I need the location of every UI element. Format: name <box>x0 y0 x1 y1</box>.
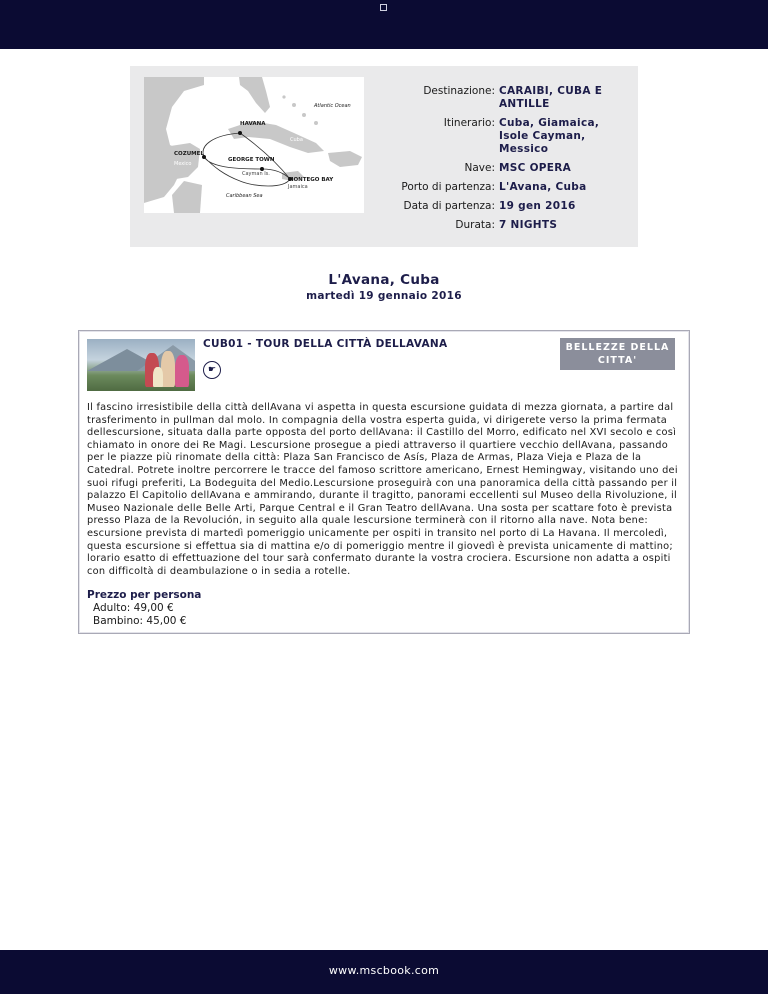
excursion-description: Il fascino irresistibile della città dellAvana vi aspetta in questa escursione guidata di mezza giornata, a partire dal trasferimento in pullman dal molo. In compagnia della vostra esperta guida, vi dirigerete verso la prima fermata dellescursione, situata dalla parte opposta del porto dellAvana: il Castillo del Morro, edificato nel XVI secolo e così chiamato in onore dei Re Magi. Lescursione prosegue a piedi attraverso il quartiere vecchio dellAvana, passando per le piazze più rinomate della città: Plaza San Francisco de Asís, Plaza de Armas, Plaza Vieja e Plaza de la Catedral. Potrete inoltre percorrere le tracce del famoso scrittore americano, Ernest Hemingway, visitando uno dei suoi rifugi preferiti, La Bodeguita del Medio.Lescursione proseguirà con una panoramica della città passando per il palazzo El Capitolio dellAvana e ammirando, durante il tragitto, panorami eccellenti sul Museo della Rivoluzione, il Museo Nazionale delle Belle Arti, Parque Central e il Gran Teatro dellAvana. Una sosta per scattare foto è prevista presso Plaza de la Revolución, in seguito alla quale lescursione terminerà con il ritorno alla nave. Nota bene: escursione prevista di martedì pomeriggio unicamente per ospiti in transito nel porto di La Havana. Il mercoledì, questa escursione si effettua sia di mattina e/o di pomeriggio mentre il giovedì è prevista unicamente di mattino; lorario esatto di effettuazione del tour sarà confermato durante la vostra crociera. Escursione non adatta a ospiti con difficoltà di deambulazione o in sedia a rotelle. <box>87 402 678 577</box>
map-label-caribbean: Caribbean Sea <box>226 193 263 199</box>
price-adult: Adulto: 49,00 € <box>93 602 174 614</box>
price-heading: Prezzo per persona <box>87 589 202 601</box>
cruise-details <box>375 85 625 238</box>
map-label-george-town: GEORGE TOWN <box>228 157 275 163</box>
detail-label: Durata: <box>455 219 495 231</box>
port-date: martedì 19 gennaio 2016 <box>306 290 462 302</box>
map-label-havana: HAVANA <box>240 121 266 127</box>
map-label-mexico: Mexico <box>174 161 192 167</box>
price-child: Bambino: 45,00 € <box>93 615 187 627</box>
detail-label: Itinerario: <box>443 117 495 129</box>
detail-value: L'Avana, Cuba <box>499 181 587 193</box>
port-title: L'Avana, Cuba <box>328 272 440 288</box>
detail-row-duration <box>375 219 625 232</box>
detail-value: MSC OPERA <box>499 162 572 174</box>
detail-row-date <box>375 200 625 213</box>
detail-row-port <box>375 181 625 194</box>
map-label-atlantic: Atlantic Ocean <box>314 103 351 109</box>
map-label-cuba: Cuba <box>290 137 303 143</box>
msc-logo-icon[interactable] <box>380 4 387 11</box>
detail-value: Cuba, Giamaica, Isole Cayman, Messico <box>499 117 600 155</box>
cruise-info-box <box>130 66 638 247</box>
excursion-card <box>78 330 690 634</box>
excursion-title: CUB01 - TOUR DELLA CITTÀ DELLAVANA <box>203 338 448 350</box>
detail-row-itinerary <box>375 117 625 156</box>
detail-label: Porto di partenza: <box>401 181 495 193</box>
map-label-cozumel: COZUMEL <box>174 151 204 157</box>
category-badge: BELLEZZE DELLA CITTA' <box>560 338 675 370</box>
map-label-montego-bay: MONTEGO BAY <box>288 177 334 183</box>
excursion-photo <box>87 339 195 391</box>
map-label-jamaica: Jamaica <box>288 184 308 190</box>
footer-bar <box>0 950 768 994</box>
header-bar <box>0 0 768 49</box>
detail-label: Data di partenza: <box>403 200 495 212</box>
detail-label: Destinazione: <box>423 85 495 97</box>
detail-value: 7 NIGHTS <box>499 219 558 231</box>
detail-value: 19 gen 2016 <box>499 200 576 212</box>
footer-link[interactable]: www.mscbook.com <box>328 964 440 977</box>
detail-row-ship <box>375 162 625 175</box>
detail-value: CARAIBI, CUBA E ANTILLE <box>499 85 603 110</box>
itinerary-map <box>144 77 364 213</box>
map-label-cayman: Cayman Is. <box>242 171 270 177</box>
hand-pointer-icon[interactable]: ☛ <box>203 361 221 379</box>
detail-row-destination <box>375 85 625 111</box>
detail-label: Nave: <box>464 162 495 174</box>
